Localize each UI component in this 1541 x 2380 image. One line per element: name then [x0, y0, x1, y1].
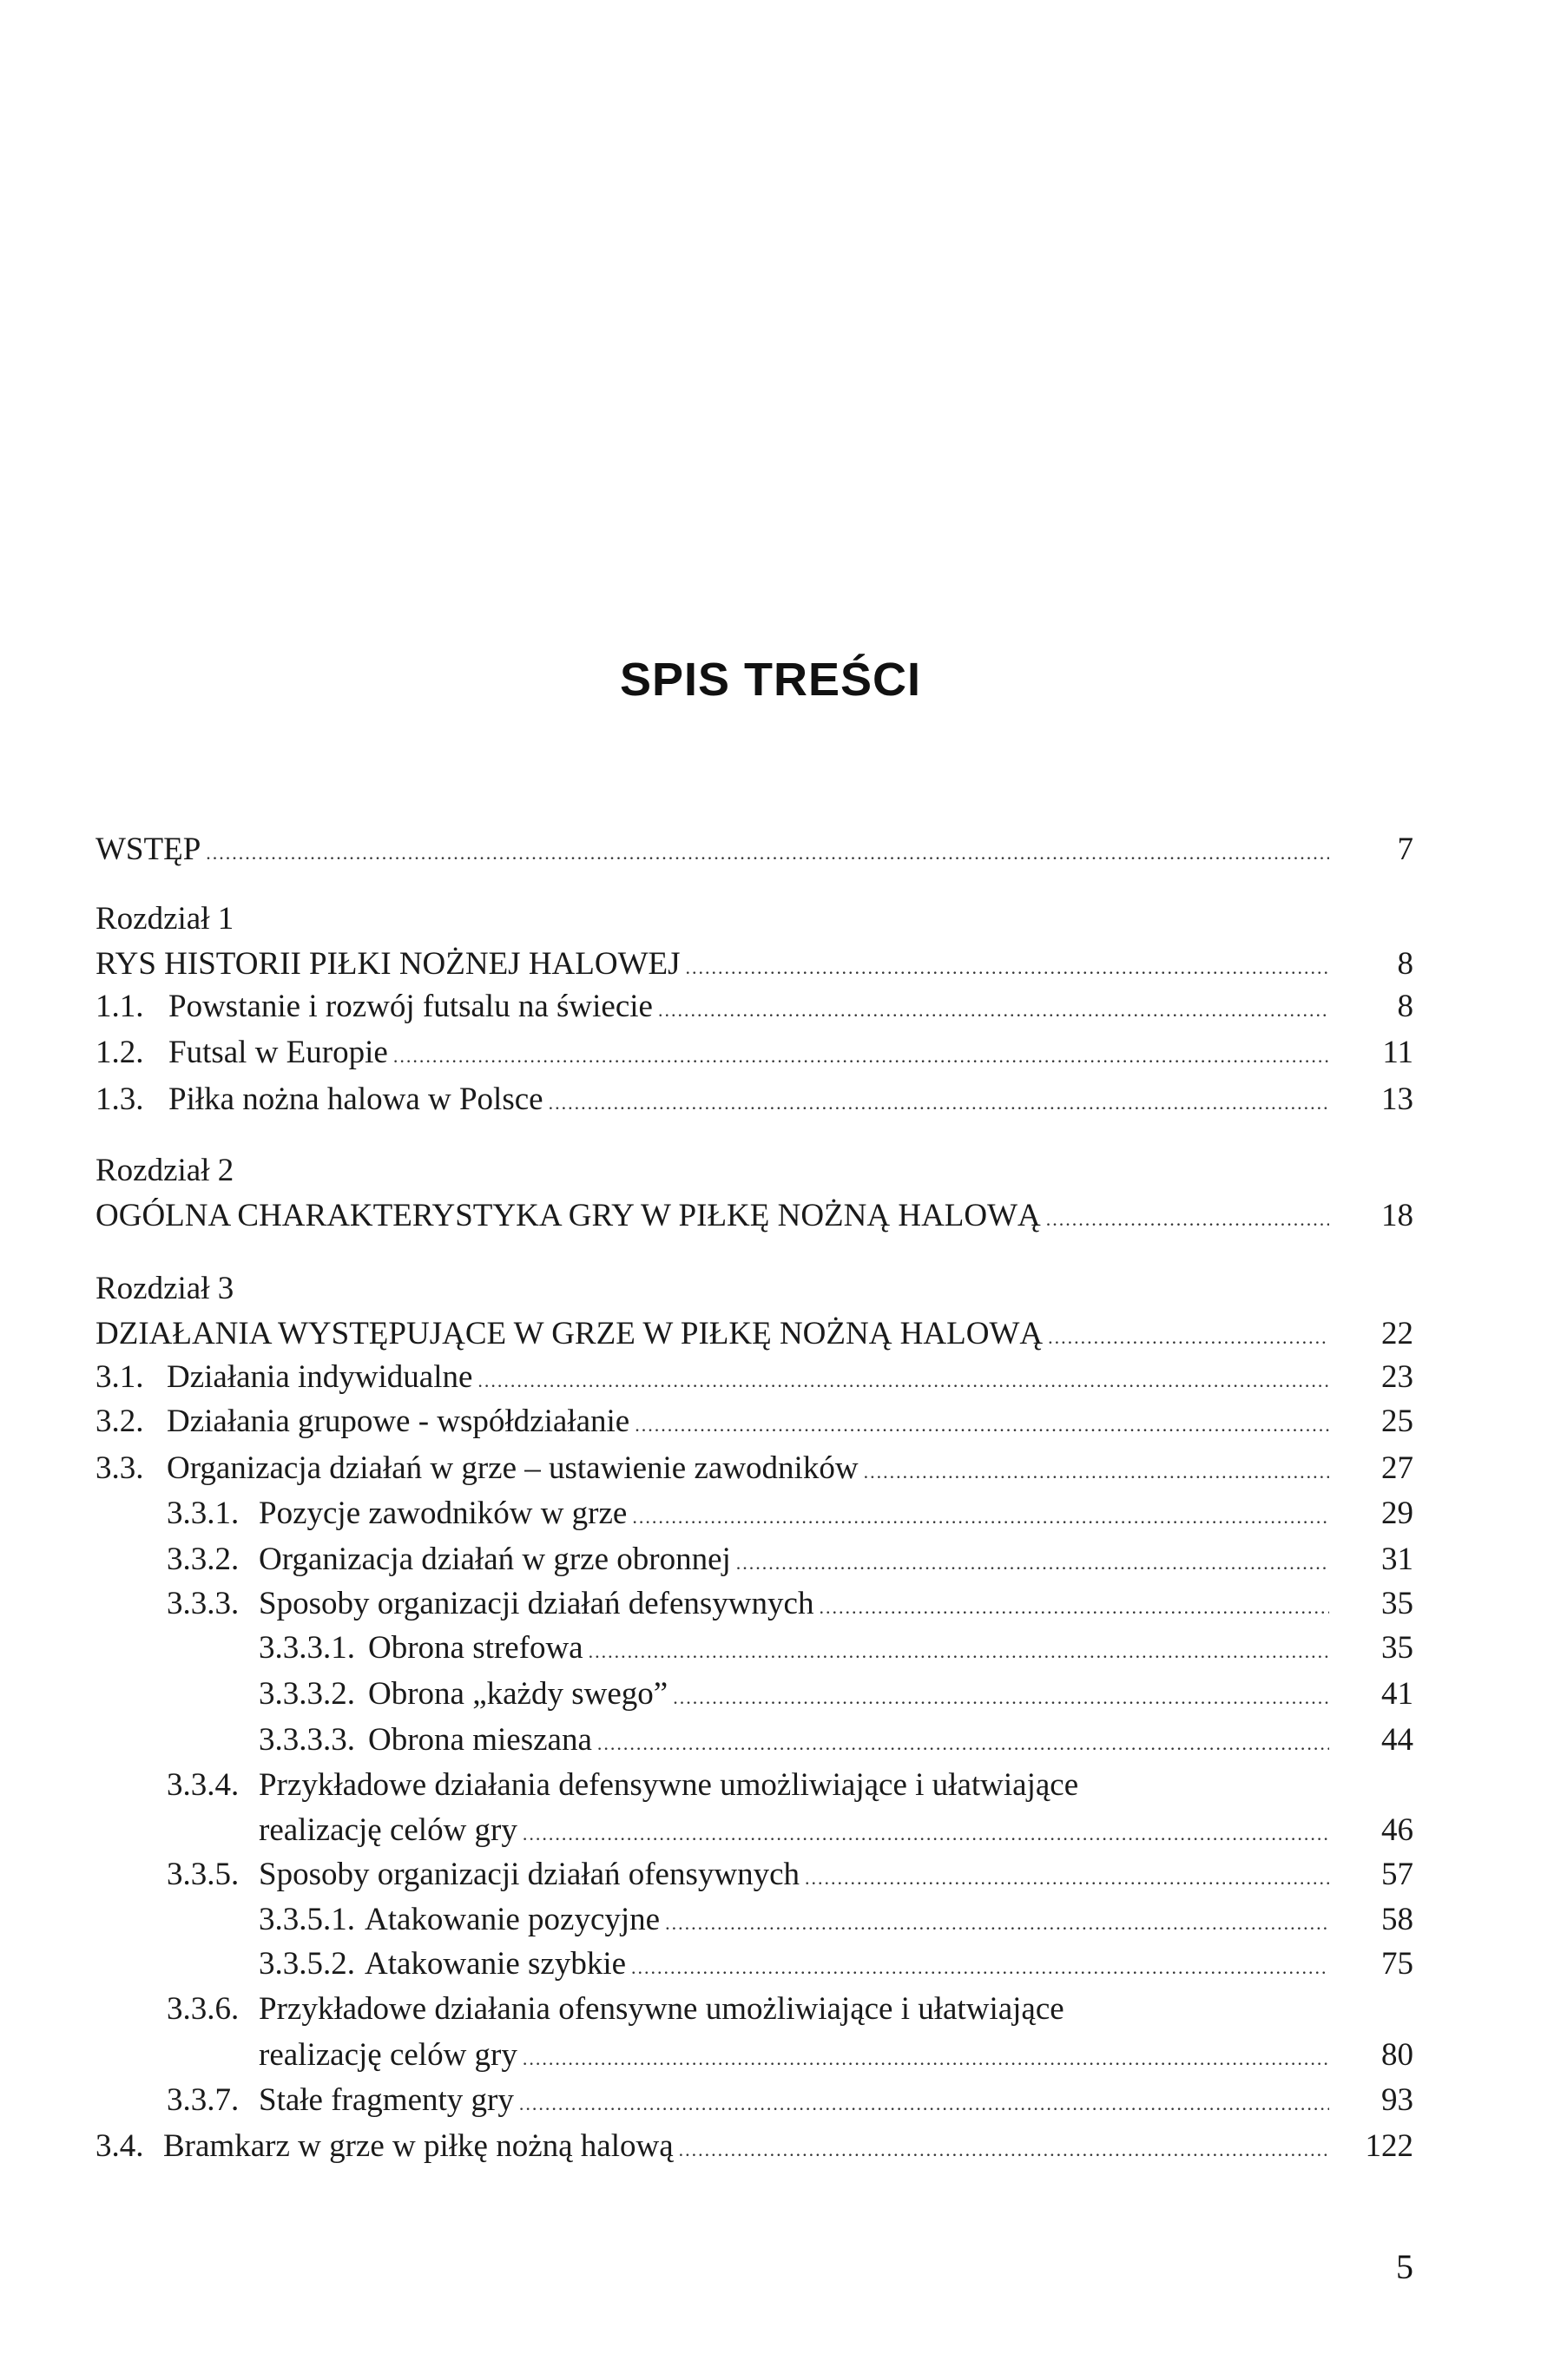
toc-entry-title: Bramkarz w grze w piłkę nożną halową — [163, 2128, 674, 2164]
dot-leader — [819, 1584, 1329, 1631]
toc-entry-title: DZIAŁANIA WYSTĘPUJĄCE W GRZE W PIŁKĘ NOŻNĄ HALOWĄ — [95, 1316, 1044, 1351]
toc-entry-page: 75 — [1381, 1946, 1413, 1982]
dot-leader — [673, 1674, 1329, 1721]
toc-entry-number: 1.1. — [95, 989, 144, 1024]
dot-leader — [589, 1628, 1329, 1675]
toc-entry-3-3-6 — [0, 1986, 1541, 2033]
toc-entry-number: 3.1. — [95, 1359, 144, 1395]
toc-entry-chapter-3 — [0, 1311, 1541, 1358]
chapter-label — [0, 896, 1541, 943]
toc-entry-3-3-4-continuation — [0, 1807, 1541, 1854]
dot-leader — [549, 1080, 1329, 1127]
toc-entry-number: 3.3. — [95, 1450, 144, 1486]
dot-leader — [864, 1449, 1329, 1496]
toc-entry-page: 8 — [1397, 989, 1413, 1024]
toc-entry-title: Futsal w Europie — [168, 1035, 388, 1070]
toc-entry-page: 122 — [1365, 2128, 1413, 2164]
toc-entry-page: 18 — [1381, 1198, 1413, 1233]
toc-entry-page: 22 — [1381, 1316, 1413, 1351]
dot-leader — [665, 1900, 1329, 1947]
chapter-label — [0, 1147, 1541, 1194]
toc-entry-number: 3.3.3.2. — [259, 1676, 355, 1712]
toc-entry-number: 3.3.6. — [167, 1991, 240, 2027]
dot-leader — [477, 1358, 1329, 1404]
toc-entry-3-3-1 — [0, 1490, 1541, 1537]
toc-entry-1-2 — [0, 1029, 1541, 1076]
toc-entry-page: 93 — [1381, 2082, 1413, 2118]
toc-entry-3-3-4 — [0, 1762, 1541, 1809]
dot-leader — [393, 1033, 1329, 1080]
toc-entry-title-continued: realizację celów gry — [259, 2037, 517, 2073]
toc-entry-page: 11 — [1382, 1035, 1413, 1070]
toc-entry-3-3 — [0, 1445, 1541, 1492]
toc-entry-page: 35 — [1381, 1630, 1413, 1666]
toc-entry-3-3-3-3 — [0, 1717, 1541, 1764]
toc-entry-title: Atakowanie szybkie — [365, 1946, 627, 1982]
toc-entry-3-3-5 — [0, 1851, 1541, 1898]
toc-entry-page: 13 — [1381, 1082, 1413, 1117]
page-number: 5 — [1396, 2247, 1413, 2286]
toc-entry-number: 1.2. — [95, 1035, 144, 1070]
dot-leader — [631, 1944, 1329, 1991]
toc-entry-number: 3.3.1. — [167, 1496, 240, 1531]
toc-entry-page: 31 — [1381, 1542, 1413, 1577]
toc-entry-3-3-3-1 — [0, 1625, 1541, 1672]
toc-entry-number: 3.3.5.2. — [259, 1946, 355, 1982]
toc-entry-3-3-5-2 — [0, 1941, 1541, 1988]
toc-entry-page: 46 — [1381, 1812, 1413, 1848]
toc-entry-3-4 — [0, 2123, 1541, 2170]
toc-entry-3-3-7 — [0, 2077, 1541, 2124]
toc-entry-number: 3.3.2. — [167, 1542, 240, 1577]
toc-entry-title: Stałe fragmenty gry — [259, 2082, 514, 2118]
dot-leader — [597, 1720, 1329, 1767]
toc-entry-3-3-5-1 — [0, 1897, 1541, 1943]
dot-leader — [679, 2127, 1329, 2173]
toc-entry-title: Pozycje zawodników w grze — [259, 1496, 628, 1531]
toc-entry-page: 35 — [1381, 1586, 1413, 1621]
toc-entry-title: Obrona „każdy swego” — [368, 1676, 668, 1712]
toc-entry-page: 29 — [1381, 1496, 1413, 1531]
toc-entry-number: 3.2. — [95, 1404, 144, 1439]
toc-entry-page: 80 — [1381, 2037, 1413, 2073]
toc-entry-number: 3.3.3. — [167, 1586, 240, 1621]
toc-entry-3-3-2 — [0, 1536, 1541, 1583]
toc-entry-title: Organizacja działań w grze – ustawienie zawodników — [167, 1450, 859, 1486]
toc-entry-title: Organizacja działań w grze obronnej — [259, 1542, 731, 1577]
chapter-label — [0, 1266, 1541, 1312]
toc-entry-title: Przykładowe działania ofensywne umożliwiające i ułatwiające — [259, 1991, 1064, 2027]
toc-entry-title: Piłka nożna halowa w Polsce — [168, 1082, 543, 1117]
toc-entry-number: 3.3.3.1. — [259, 1630, 355, 1666]
toc-entry-title: Obrona strefowa — [368, 1630, 583, 1666]
toc-entry-number: 3.3.5.1. — [259, 1902, 355, 1937]
toc-entry-page: 27 — [1381, 1450, 1413, 1486]
toc-entry-title: Sposoby organizacji działań ofensywnych — [259, 1857, 800, 1892]
toc-entry-page: 7 — [1397, 832, 1413, 867]
toc-entry-number: 3.3.4. — [167, 1767, 240, 1803]
toc-entry-title: Działania grupowe - współdziałanie — [167, 1404, 630, 1439]
toc-entry-number: 1.3. — [95, 1082, 144, 1117]
toc-entry-title: WSTĘP — [95, 832, 201, 867]
toc-entry-wstep — [0, 826, 1541, 873]
toc-entry-page: 8 — [1397, 946, 1413, 982]
toc-entry-page: 57 — [1381, 1857, 1413, 1892]
chapter-label-text: Rozdział 2 — [95, 1153, 234, 1188]
toc-entry-title: RYS HISTORII PIŁKI NOŻNEJ HALOWEJ — [95, 946, 681, 982]
toc-entry-title: Obrona mieszana — [368, 1722, 592, 1758]
page-title: SPIS TREŚCI — [619, 654, 922, 706]
toc-entry-3-1 — [0, 1354, 1541, 1401]
toc-entry-3-3-6-continuation — [0, 2032, 1541, 2079]
toc-entry-title: Działania indywidualne — [167, 1359, 473, 1395]
toc-entry-3-3-3 — [0, 1581, 1541, 1627]
toc-entry-title: Przykładowe działania defensywne umożliwiające i ułatwiające — [259, 1767, 1079, 1803]
dot-leader — [1046, 1196, 1329, 1243]
dot-leader — [519, 2081, 1329, 2127]
dot-leader — [523, 1811, 1329, 1857]
toc-entry-1-1 — [0, 983, 1541, 1030]
toc-entry-page: 25 — [1381, 1404, 1413, 1439]
toc-entry-chapter-1 — [0, 941, 1541, 988]
dot-leader — [736, 1540, 1329, 1587]
toc-entry-title: OGÓLNA CHARAKTERYSTYKA GRY W PIŁKĘ NOŻNĄ HALOWĄ — [95, 1198, 1041, 1233]
toc-entry-number: 3.3.7. — [167, 2082, 240, 2118]
dot-leader — [206, 830, 1329, 877]
toc-entry-title-continued: realizację celów gry — [259, 1812, 517, 1848]
toc-entry-number: 3.3.3.3. — [259, 1722, 355, 1758]
toc-entry-1-3 — [0, 1076, 1541, 1123]
dot-leader — [805, 1855, 1329, 1902]
toc-entry-3-2 — [0, 1398, 1541, 1445]
toc-entry-chapter-2 — [0, 1193, 1541, 1239]
toc-entry-page: 23 — [1381, 1359, 1413, 1395]
toc-entry-page: 41 — [1381, 1676, 1413, 1712]
toc-entry-title: Atakowanie pozycyjne — [365, 1902, 661, 1937]
toc-entry-title: Sposoby organizacji działań defensywnych — [259, 1586, 814, 1621]
dot-leader — [658, 987, 1329, 1034]
toc-entry-number: 3.4. — [95, 2128, 144, 2164]
toc-entry-page: 44 — [1381, 1722, 1413, 1758]
chapter-label-text: Rozdział 3 — [95, 1271, 234, 1306]
toc-entry-title: Powstanie i rozwój futsalu na świecie — [168, 989, 653, 1024]
dot-leader — [635, 1402, 1329, 1449]
dot-leader — [523, 2035, 1329, 2082]
chapter-label-text: Rozdział 1 — [95, 901, 234, 937]
toc-entry-3-3-3-2 — [0, 1671, 1541, 1718]
dot-leader — [632, 1494, 1329, 1541]
toc-entry-page: 58 — [1381, 1902, 1413, 1937]
toc-entry-number: 3.3.5. — [167, 1857, 240, 1892]
